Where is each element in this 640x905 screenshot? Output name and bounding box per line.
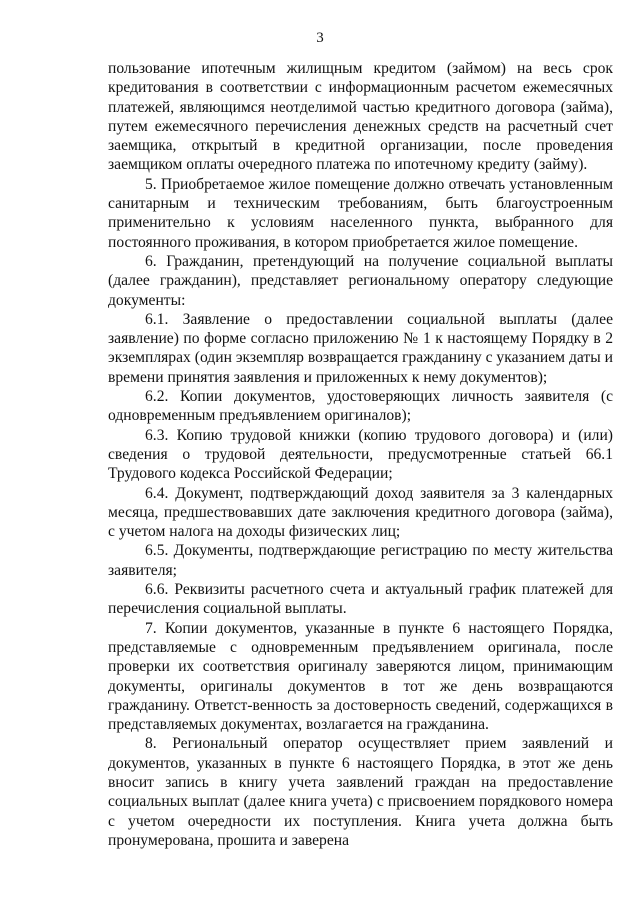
paragraph-item-6-1: 6.1. Заявление о предоставлении социальной выплаты (далее заявление) по форме согласно приложению № 1 к настоящему Порядку в 2 экземплярах (один экземпляр возвращается гражданину с указанием даты и времени принятия заявления и приложенных к нему документов); — [108, 310, 613, 386]
page-number: 3 — [316, 30, 324, 46]
document-body — [108, 59, 613, 850]
paragraph-item-6-3: 6.3. Копию трудовой книжки (копию трудового договора) и (или) сведения о трудовой деятельности, предусмотренные статьей 66.1 Трудового кодекса Российской Федерации; — [108, 426, 613, 483]
paragraph-item-6-5: 6.5. Документы, подтверждающие регистрацию по месту жительства заявителя; — [108, 542, 613, 579]
paragraph-item-7: 7. Копии документов, указанные в пункте 6 настоящего Порядка, представляемые с одновременным предъявлением оригинала, после проверки их соответствия оригиналу заверяются лицом, принимающим документы, оригиналы документов в тот же день возвращаются гражданину. Ответст-венность за достоверность сведений, содержащихся в представляемых документах, возлагается на гражданина. — [108, 619, 613, 734]
paragraph-item-6: 6. Гражданин, претендующий на получение социальной выплаты (далее гражданин), представляет региональному оператору следующие документы: — [108, 252, 613, 309]
paragraph-continuation: пользование ипотечным жилищным кредитом (займом) на весь срок кредитования в соответствии с информационным расчетом ежемесячных платежей, являющимся неотделимой частью кредитного договора (займа), путем ежемесячного перечисления денежных средств на расчетный счет заемщика, открытый в кредитной организации, после проведения заемщиком оплаты очередного платежа по ипотечному кредиту (займу). — [108, 60, 613, 174]
paragraph-item-6-6: 6.6. Реквизиты расчетного счета и актуальный график платежей для перечисления социальной выплаты. — [108, 581, 613, 618]
paragraph-item-8: 8. Региональный оператор осуществляет прием заявлений и документов, указанных в пункте 6 настоящего Порядка, в этот же день вносит запись в книгу учета заявлений граждан на предоставление социальных выплат (далее книга учета) с присвоением порядкового номера с учетом очередности их поступления. Книга учета должна быть пронумерована, прошита и заверена — [108, 735, 613, 849]
paragraph-item-6-2: 6.2. Копии документов, удостоверяющих личность заявителя (с одновременным предъявлением оригиналов); — [108, 388, 613, 425]
paragraph-item-6-4: 6.4. Документ, подтверждающий доход заявителя за 3 календарных месяца, предшествовавших дате заключения кредитного договора (займа), с учетом налога на доходы физических лиц; — [108, 484, 613, 541]
paragraph-item-5: 5. Приобретаемое жилое помещение должно отвечать установленным санитарным и техническим требованиям, быть благоустроенным применительно к условиям населенного пункта, выбранного для постоянного проживания, в котором приобретается жилое помещение. — [108, 175, 613, 251]
